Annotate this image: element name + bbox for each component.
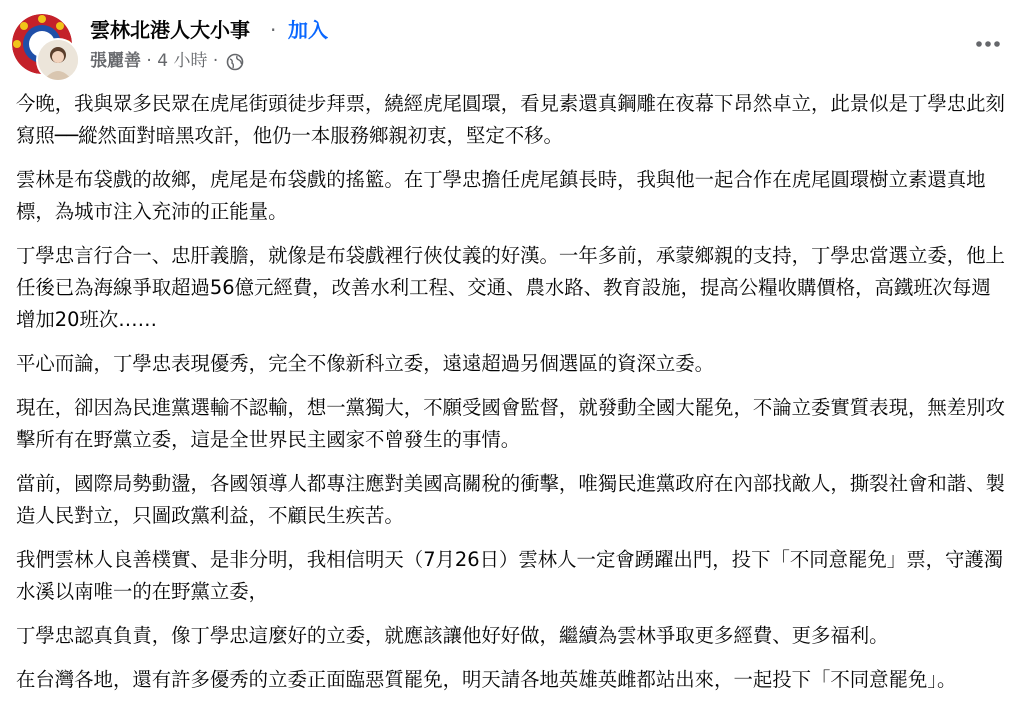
post-meta xyxy=(90,47,244,75)
post-paragraph: 在台灣各地，還有許多優秀的立委正面臨惡質罷免，明天請各地英雄英雌都站出來，一起投下「不同意罷免」。 xyxy=(16,668,957,691)
join-button[interactable]: 加入 xyxy=(288,18,328,42)
avatar-stack[interactable] xyxy=(12,14,80,82)
post-paragraph: 現在，卻因為民進黨選輸不認輸，想一黨獨大，不願受國會監督，就發動全國大罷免，不論立委實質表現，無差別攻擊所有在野黨立委，這是全世界民主國家不曾發生的事情。 xyxy=(16,396,1005,451)
post-paragraph: 平心而論，丁學忠表現優秀，完全不像新科立委，遠遠超過另個選區的資深立委。 xyxy=(16,352,715,375)
more-horizontal-icon xyxy=(975,40,1001,48)
globe-icon[interactable] xyxy=(226,52,244,70)
post-text xyxy=(16,88,1006,708)
group-name-link[interactable]: 雲林北港人大小事 xyxy=(90,18,250,42)
meta-separator: · xyxy=(146,51,152,71)
post-timestamp[interactable]: 4 小時 xyxy=(157,51,208,71)
post-header xyxy=(0,0,1024,84)
post-paragraph: 當前，國際局勢動盪，各國領導人都專注應對美國高關稅的衝擊，唯獨民進黨政府在內部找敵人，撕裂社會和諧、製造人民對立，只圖政黨利益，不顧民生疾苦。 xyxy=(16,472,1005,527)
post-paragraph: 丁學忠言行合一、忠肝義膽，就像是布袋戲裡行俠仗義的好漢。一年多前，承蒙鄉親的支持，丁學忠當選立委，他上任後已為海線爭取超過56億元經費，改善水利工程、交通、農水路、教育設施，提高公糧收購價格，高鐵班次每週增加20班次…… xyxy=(16,244,1005,331)
post-paragraph: 丁學忠認真負責，像丁學忠這麼好的立委，就應該讓他好好做，繼續為雲林爭取更多經費、更多福利。 xyxy=(16,624,889,647)
title-separator: · xyxy=(270,18,277,42)
more-options-button[interactable] xyxy=(968,26,1008,62)
author-avatar[interactable] xyxy=(36,38,80,82)
meta-separator: · xyxy=(212,51,219,71)
post-paragraph: 今晚，我與眾多民眾在虎尾街頭徒步拜票，繞經虎尾圓環，看見素還真鋼雕在夜幕下昂然卓立，此景似是丁學忠此刻寫照──縱然面對暗黑攻訐，他仍一本服務鄉親初衷，堅定不移。 xyxy=(16,92,1005,147)
post-paragraph: 我們雲林人良善樸實、是非分明，我相信明天（7月26日）雲林人一定會踴躍出門，投下「不同意罷免」票，守護濁水溪以南唯一的在野黨立委， xyxy=(16,548,1004,603)
post-paragraph: 雲林是布袋戲的故鄉，虎尾是布袋戲的搖籃。在丁學忠擔任虎尾鎮長時，我與他一起合作在虎尾圓環樹立素還真地標，為城市注入充沛的正能量。 xyxy=(16,168,986,223)
author-name-link[interactable]: 張麗善 xyxy=(90,51,141,71)
